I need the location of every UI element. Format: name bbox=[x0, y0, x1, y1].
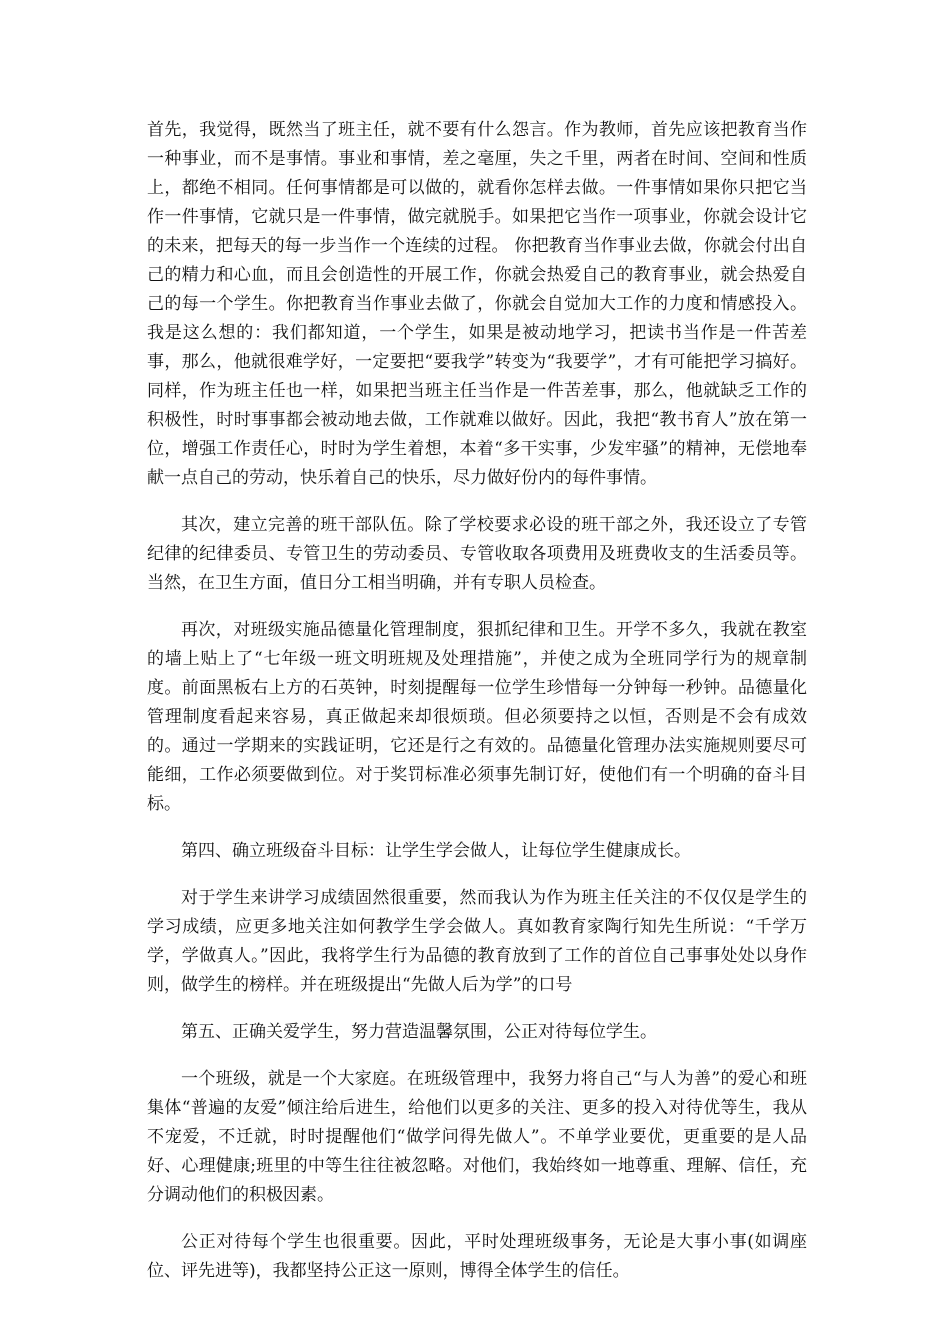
paragraph-5: 对于学生来讲学习成绩固然很重要，然而我认为作为班主任关注的不仅仅是学生的学习成绩，应更多地关注如何教学生学会做人。真如教育家陶行知先生所说：“千学万学，学做真人。”因此，我将学生行为品德的教育放到了工作的首位自己事事处处以身作则，做学生的榜样。并在班级提出“先做人后为学”的口号 bbox=[147, 888, 807, 995]
paragraph-4: 第四、确立班级奋斗目标：让学生学会做人，让每位学生健康成长。 bbox=[181, 841, 691, 861]
paragraph-2: 其次，建立完善的班干部队伍。除了学校要求必设的班干部之外，我还设立了专管纪律的纪律委员、专管卫生的劳动委员、专管收取各项费用及班费收支的生活委员等。当然，在卫生方面，值日分工相当明确，并有专职人员检查。 bbox=[147, 515, 807, 593]
document-body bbox=[147, 116, 807, 1304]
paragraph-3: 再次，对班级实施品德量化管理制度，狠抓纪律和卫生。开学不多久，我就在教室的墙上贴上了“七年级一班文明班规及处理措施”，并使之成为全班同学行为的规章制度。前面黑板右上方的石英钟，时刻提醒每一位学生珍惜每一分钟每一秒钟。品德量化管理制度看起来容易，真正做起来却很烦琐。但必须要持之以恒，否则是不会有成效的。通过一学期来的实践证明，它还是行之有效的。品德量化管理办法实施规则要尽可能细，工作必须要做到位。对于奖罚标准必须事先制订好，使他们有一个明确的奋斗目标。 bbox=[147, 620, 807, 814]
paragraph-7: 一个班级，就是一个大家庭。在班级管理中，我努力将自己“与人为善”的爱心和班集体“普遍的友爱”倾注给后进生，给他们以更多的关注、更多的投入对待优等生，我从不宠爱，不迁就，时时提醒他们“做学问得先做人”。不单学业要优，更重要的是人品好、心理健康;班里的中等生往往被忽略。对他们，我始终如一地尊重、理解、信任，充分调动他们的积极因素。 bbox=[147, 1069, 807, 1205]
paragraph-8: 公正对待每个学生也很重要。因此，平时处理班级事务，无论是大事小事(如调座位、评先进等)，我都坚持公正这一原则，博得全体学生的信任。 bbox=[147, 1232, 807, 1281]
paragraph-1: 首先，我觉得，既然当了班主任，就不要有什么怨言。作为教师，首先应该把教育当作一种事业，而不是事情。事业和事情，差之毫厘，失之千里，两者在时间、空间和性质上，都绝不相同。任何事情都是可以做的，就看你怎样去做。一件事情如果你只把它当作一件事情，它就只是一件事情，做完就脱手。如果把它当作一项事业，你就会设计它的未来，把每天的每一步当作一个连续的过程。 你把教育当作事业去做，你就会付出自己的精力和心血，而且会创造性的开展工作，你就会热爱自己的教育事业，就会热爱自己的每一个学生。你把教育当作事业去做了，你就会自觉加大工作的力度和情感投入。我是这么想的：我们都知道，一个学生，如果是被动地学习，把读书当作是一件苦差事，那么，他就很难学好，一定要把“要我学”转变为“我要学”，才有可能把学习搞好。同样，作为班主任也一样，如果把当班主任当作是一件苦差事，那么，他就缺乏工作的积极性，时时事事都会被动地去做，工作就难以做好。因此，我把“教书育人”放在第一位，增强工作责任心，时时为学生着想，本着“多干实事，少发牢骚”的精神，无偿地奉献一点自己的劳动，快乐着自己的快乐，尽力做好份内的每件事情。 bbox=[147, 120, 807, 488]
paragraph-6: 第五、正确关爱学生，努力营造温馨氛围，公正对待每位学生。 bbox=[181, 1022, 657, 1042]
